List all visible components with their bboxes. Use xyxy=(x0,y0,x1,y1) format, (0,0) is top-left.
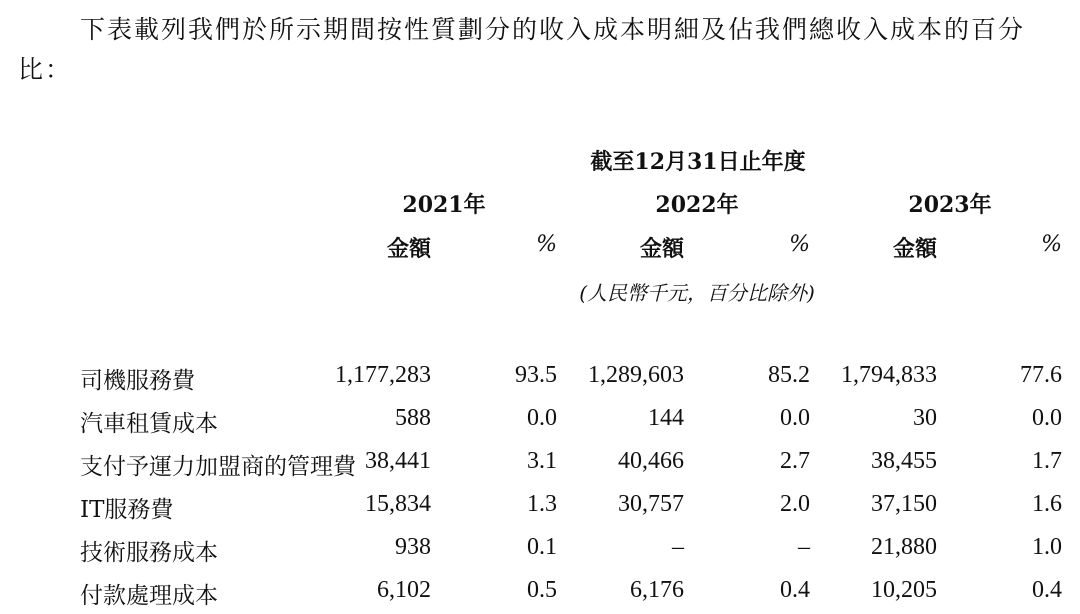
amount-2022-cell: 6,176 xyxy=(630,577,684,603)
table-row xyxy=(0,491,1080,527)
amount-2023-cell: 10,205 xyxy=(871,577,937,603)
percent-2022-cell: 2.7 xyxy=(780,448,810,474)
percent-2023-cell: 0.0 xyxy=(1032,405,1062,431)
year-header-2023: 2023年 xyxy=(908,192,992,218)
percent-2022-cell: 0.4 xyxy=(780,577,810,603)
amount-header-2021: 金額 xyxy=(386,236,431,262)
amount-header-2022: 金額 xyxy=(639,236,684,262)
amount-2023-cell: 1,794,833 xyxy=(841,362,937,388)
amount-2023-cell: 30 xyxy=(913,405,937,431)
percent-2023-cell: 77.6 xyxy=(1020,362,1062,388)
row-label: 支付予運力加盟商的管理費 xyxy=(80,454,356,480)
row-label: IT服務費 xyxy=(80,497,174,523)
amount-2021-cell: 6,102 xyxy=(377,577,431,603)
percent-2021-cell: 0.1 xyxy=(527,534,557,560)
intro-paragraph: 下表載列我們於所示期間按性質劃分的收入成本明細及佔我們總收入成本的百分比： xyxy=(18,15,1026,84)
amount-2023-cell: 38,455 xyxy=(871,448,937,474)
table-row xyxy=(0,534,1080,570)
amount-2022-cell: 40,466 xyxy=(618,448,684,474)
unit-note: (人民幣千元，百分比除外) xyxy=(579,281,815,305)
period-header: 截至12月31日止年度 xyxy=(590,149,806,175)
amount-2021-cell: 588 xyxy=(395,405,431,431)
percent-2023-cell: 1.6 xyxy=(1032,491,1062,517)
percent-2021-cell: 0.0 xyxy=(527,405,557,431)
percent-2022-cell: – xyxy=(798,534,810,560)
amount-2021-cell: 15,834 xyxy=(365,491,431,517)
table-row xyxy=(0,448,1080,484)
row-label: 付款處理成本 xyxy=(80,583,218,609)
row-label: 技術服務成本 xyxy=(80,540,218,566)
year-header-2021: 2021年 xyxy=(402,192,486,218)
percent-2022-cell: 0.0 xyxy=(780,405,810,431)
year-header-2022: 2022年 xyxy=(655,192,739,218)
percent-2023-cell: 1.7 xyxy=(1032,448,1062,474)
percent-2021-cell: 0.5 xyxy=(527,577,557,603)
percent-2021-cell: 93.5 xyxy=(515,362,557,388)
amount-2023-cell: 21,880 xyxy=(871,534,937,560)
table-row xyxy=(0,577,1080,613)
amount-2021-cell: 1,177,283 xyxy=(335,362,431,388)
amount-header-2023: 金額 xyxy=(892,236,937,262)
amount-2022-cell: 30,757 xyxy=(618,491,684,517)
table-row xyxy=(0,405,1080,441)
amount-2021-cell: 938 xyxy=(395,534,431,560)
percent-2021-cell: 3.1 xyxy=(527,448,557,474)
amount-2023-cell: 37,150 xyxy=(871,491,937,517)
percent-2023-cell: 1.0 xyxy=(1032,534,1062,560)
percent-header-2022: % xyxy=(789,232,810,257)
percent-header-2023: % xyxy=(1041,232,1062,257)
percent-2022-cell: 85.2 xyxy=(768,362,810,388)
row-label: 司機服務費 xyxy=(80,368,195,394)
table-row xyxy=(0,362,1080,398)
row-label: 汽車租賃成本 xyxy=(80,411,218,437)
amount-2022-cell: 1,289,603 xyxy=(588,362,684,388)
percent-2021-cell: 1.3 xyxy=(527,491,557,517)
amount-2021-cell: 38,441 xyxy=(365,448,431,474)
amount-2022-cell: – xyxy=(672,534,684,560)
percent-header-2021: % xyxy=(536,232,557,257)
percent-2023-cell: 0.4 xyxy=(1032,577,1062,603)
percent-2022-cell: 2.0 xyxy=(780,491,810,517)
amount-2022-cell: 144 xyxy=(648,405,684,431)
